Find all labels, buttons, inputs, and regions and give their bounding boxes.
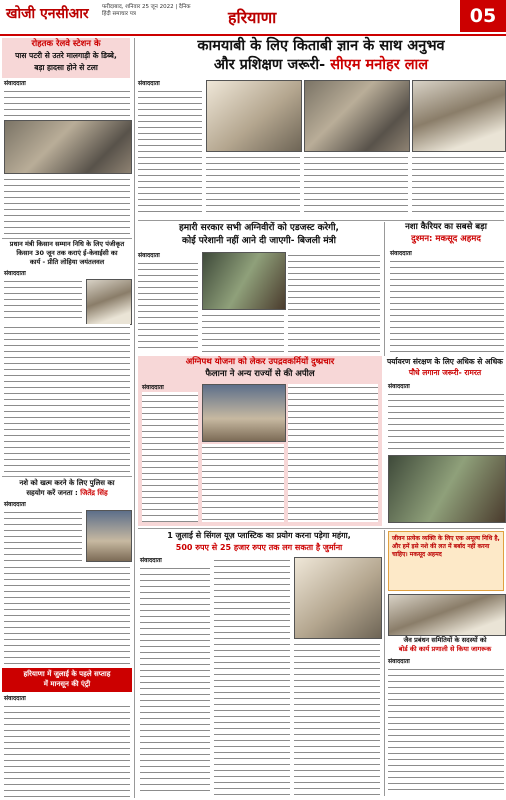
column-divider: [134, 38, 135, 798]
agniveer-body-col1: [138, 260, 198, 352]
railway-dateline: संवाददाता: [4, 80, 26, 87]
section-title: हरियाणा: [228, 8, 277, 27]
railway-headline-box: [2, 38, 130, 78]
kisan-headline-line2: किसान 30 जून तक कराएं ई-केवाईसी का: [16, 249, 118, 257]
pollution-board-photo: [388, 594, 506, 636]
nashe-police-headline-line2: [2, 489, 132, 497]
agnipath-headline-text: अग्निपथ योजना को लेकर उपद्रवकर्मियों दुष्प्रचार: [185, 357, 335, 367]
agnipath-headline-line2: फैलाना ने अन्य राज्यों से की अपील: [205, 369, 315, 379]
lead-body-col2: [206, 154, 300, 216]
agniveer-body-col2: [202, 312, 284, 352]
railway-body-2: [4, 176, 130, 234]
agniveer-headline-line2: कोई परेशानी नहीं आने दी जाएगी- बिजली मंत्री: [182, 236, 336, 246]
railway-headline-line2: पास पटरी से उतरे मालगाड़ी के डिब्बे,: [15, 51, 117, 60]
agniveer-body-col3: [288, 252, 380, 352]
monsoon-headline-box: [2, 668, 132, 692]
masthead: [0, 0, 506, 36]
lead-headline-line2: [138, 57, 504, 74]
kisan-headline-line1: प्रधान मंत्री किसान सम्मान निधि के लिए पंजीकृत: [9, 240, 125, 248]
paryavaran-body: [388, 391, 504, 451]
nasha-body: [390, 258, 504, 354]
agnipath-minister-photo: [202, 384, 286, 442]
lead-dateline: संवाददाता: [138, 80, 160, 87]
agnipath-body-col2: [202, 444, 284, 522]
agniveer-photo: [202, 252, 286, 310]
railway-photo: [4, 120, 132, 174]
agniveer-dateline: संवाददाता: [138, 252, 160, 259]
lead-body-col1: [138, 88, 202, 216]
nasha-dateline: संवाददाता: [390, 250, 412, 257]
kisan-headline-line3: कार्य - प्रीति लोहिया जयंतलवल: [29, 258, 105, 266]
nashe-police-headline-part: सहयोग करें जनता :: [26, 489, 81, 497]
monsoon-headline-line2: में मानसून की एंट्री: [43, 680, 91, 688]
kisan-dateline: संवाददाता: [4, 270, 26, 277]
divider: [138, 220, 504, 221]
plastic-body-col1: [140, 565, 210, 795]
railway-body: [4, 88, 130, 116]
tree-planting-photo: [388, 455, 506, 523]
railway-headline-line1: रोहतक रेलवे स्टेशन के: [31, 39, 101, 49]
paryavaran-headline-line1: पर्यावरण संरक्षण के लिए अधिक से अधिक: [387, 357, 503, 366]
lead-photo-cm: [304, 80, 410, 152]
divider: [2, 476, 132, 477]
nasha-headline-line2: दुश्मन: मकसूद अहमद: [411, 234, 481, 244]
lead-headline-name: सीएम मनोहर लाल: [330, 57, 429, 73]
monsoon-dateline: संवाददाता: [4, 695, 26, 702]
agniveer-headline-line1: हमारी सरकार सभी अग्निवीरों को एडजस्ट करेगी,: [179, 223, 339, 233]
lead-headline-line1: कामयाबी के लिए किताबी ज्ञान के साथ अनुभव: [197, 38, 445, 54]
divider: [2, 238, 132, 239]
paryavaran-dateline: संवाददाता: [388, 383, 410, 390]
jaiv-headline-line2: बोर्ड की कार्य प्रणाली से किया जागरूक: [398, 645, 492, 653]
nashe-police-headline-name: जितेंद्र सिंह: [80, 489, 108, 497]
kisan-body-2: [4, 324, 130, 474]
lead-body-col4: [412, 154, 504, 216]
jaiv-dateline: संवाददाता: [388, 658, 410, 665]
agnipath-body-col1: [142, 392, 198, 522]
lead-headline-part: और प्रशिक्षण जरूरी-: [213, 57, 331, 73]
monsoon-body: [4, 703, 130, 797]
issue-dateline: फरीदाबाद, शनिवार 25 जून 2022 | दैनिक हिंदी समाचार पत्र: [102, 4, 191, 17]
newspaper-brand: खोजी एनसीआर: [6, 6, 89, 22]
pull-quote-box: जीवन प्रत्येक व्यक्ति के लिए एक अमूल्य निधि है, और हमें इसे नशे की लत में बर्बाद नहीं करना चाहिए। मकसूद अहमद: [388, 531, 504, 591]
column-divider: [384, 222, 385, 356]
lead-photo-meeting: [206, 80, 302, 152]
plastic-body-col3: [294, 641, 380, 795]
page-number: 05: [460, 0, 506, 32]
nashe-police-body: [4, 509, 82, 561]
column-divider: [384, 530, 385, 796]
plastic-headline-line2: 500 रुपए से 25 हजार रुपए तक लग सकता है जुर्माना: [175, 543, 343, 552]
kisan-official-photo: [86, 279, 132, 325]
railway-headline-line3: बड़ा हादसा होने से टला: [34, 63, 98, 72]
divider: [138, 528, 504, 529]
plastic-body-col2: [214, 557, 290, 795]
agnipath-dateline: संवाददाता: [142, 384, 164, 391]
plastic-awareness-photo: [294, 557, 382, 639]
jaiv-headline-line1: जैव प्रबंधन समितियों के सदस्यों को: [403, 636, 487, 644]
nashe-police-headline-line1: नशे को खत्म करने के लिए पुलिस का: [19, 479, 115, 487]
lead-photo-event: [412, 80, 506, 152]
nashe-police-dateline: संवाददाता: [4, 501, 26, 508]
jaiv-body: [388, 666, 504, 795]
paryavaran-headline-line2: पौधे लगाना जरूरी- रामरत: [408, 368, 482, 377]
agnipath-body-col3: [288, 384, 378, 522]
agnipath-headline-line1: [138, 358, 382, 368]
kisan-body: [4, 278, 82, 320]
monsoon-headline-line1: हरियाणा में जुलाई के पहले सप्ताह: [23, 670, 111, 678]
nasha-headline-line1: नशा कैरियर का सबसे बड़ा: [405, 222, 487, 232]
lead-body-col3: [304, 154, 408, 216]
plastic-headline-line1: 1 जुलाई से सिंगल यूज़ प्लास्टिक का प्रयोग करना पड़ेगा महंगा,: [167, 531, 351, 540]
plastic-dateline: संवाददाता: [140, 557, 162, 564]
police-officer-photo: [86, 510, 132, 562]
nashe-police-body-2: [4, 564, 130, 664]
